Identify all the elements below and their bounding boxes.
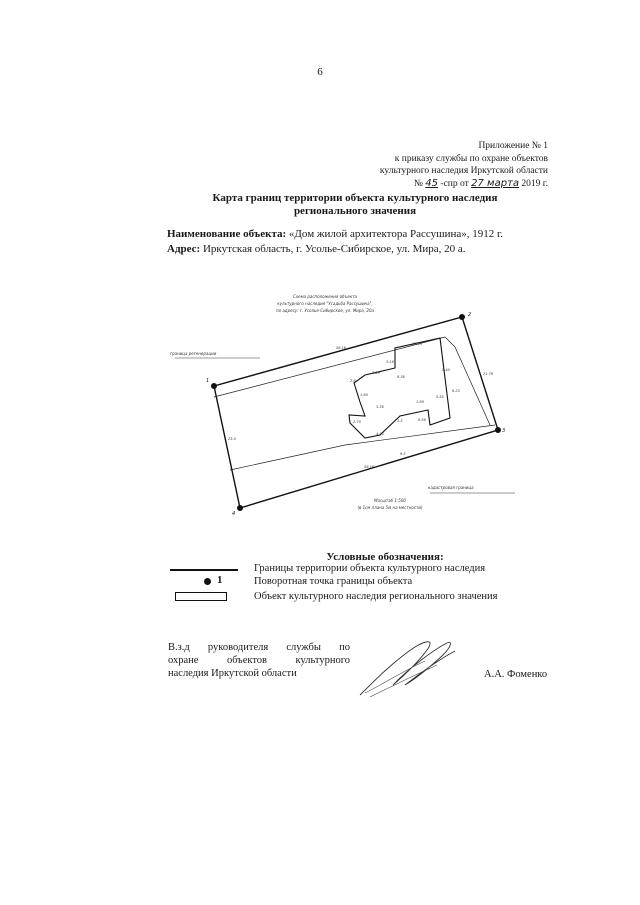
point-label-3: 3 (502, 428, 506, 434)
object-name-line (167, 228, 503, 240)
dim-left-inner: 2.8 (350, 379, 356, 383)
dim-top: 58.16 (336, 346, 347, 350)
handwritten-signature (355, 635, 465, 703)
turning-point-symbol-label: 1 (217, 574, 223, 586)
point-label-4: 4 (232, 511, 236, 517)
dim-right: 21.79 (483, 372, 494, 376)
object-name-label: Наименование объекта: (167, 228, 287, 240)
appendix-number-line (380, 178, 548, 191)
document-title (210, 192, 500, 218)
legend-item-turning-point: Поворотная точка границы объекта (254, 576, 413, 587)
dim-b3: 8.36 (397, 375, 405, 379)
signature-word: службы (286, 642, 321, 653)
turning-point-4 (237, 505, 243, 511)
appendix-order-ref: к приказу службы по охране объектов (394, 153, 548, 164)
number-suffix: -спр от (440, 178, 469, 189)
dim-b11: 4.45 (376, 432, 384, 436)
signature-word: по (339, 642, 350, 653)
signature-word: В.з.д (168, 642, 190, 653)
signature-word: руководителя (207, 642, 269, 653)
object-name-value: «Дом жилой архитектора Рассушина», 1912 г. (288, 228, 503, 240)
dim-b8: 3.36 (376, 405, 384, 409)
dim-b9: 1.60 (360, 393, 368, 397)
appendix-header (380, 140, 548, 190)
scale-line-1: Масштаб 1:500 (374, 498, 406, 503)
scheme-caption (276, 294, 374, 313)
turning-point-1 (211, 383, 217, 389)
signature-word: культурного (295, 655, 350, 666)
object-address-value: Иркутская область, г. Усолье-Сибирское, ул. Мира, 20 а. (202, 243, 466, 255)
scale-line-2: (в 1см плана 5м на местности) (357, 505, 423, 510)
turning-point-2 (459, 314, 465, 320)
signature-word: охране (168, 655, 199, 666)
dim-b14: 9.5 (400, 452, 406, 456)
scheme-caption-line-1: Схема расположения объекта (293, 294, 357, 299)
dim-b12: 1.5 (397, 419, 403, 423)
number-prefix: № (413, 178, 423, 189)
dim-b6: 6.23 (452, 389, 460, 393)
point-label-1: 1 (206, 378, 210, 384)
left-boundary-label: граница регенерации (170, 351, 217, 356)
scheme-caption-line-2: культурного наследия "Усадьба Рассушина", (277, 301, 373, 306)
boundary-map (150, 275, 530, 525)
dim-b10: 2.70 (353, 420, 361, 424)
dim-left: 23.0 (228, 437, 236, 441)
heritage-object-symbol (175, 592, 227, 601)
page-number: 6 (317, 66, 323, 78)
point-label-2: 2 (468, 312, 472, 318)
handwritten-number: 45 (425, 177, 439, 189)
title-line-2: регионального значения (293, 205, 417, 217)
boundary-line-symbol (170, 569, 238, 571)
dim-top-inner: 17.75 (412, 342, 423, 346)
dim-bottom: 58.16 (364, 465, 375, 469)
object-address-line (167, 243, 466, 255)
scheme-caption-line-3: по адресу: г. Усолье-Сибирское, ул. Мира, 20а (276, 308, 374, 313)
object-address-label: Адрес: (167, 243, 201, 255)
handwritten-date: 27 марта (471, 177, 520, 189)
heritage-building-outline (349, 338, 450, 438)
site-line-upper (214, 337, 445, 397)
signature-title-row-2 (168, 654, 350, 667)
territory-boundary (214, 317, 498, 508)
signatory-name: А.А. Фоменко (484, 669, 548, 680)
title-line-1: Карта границ территории объекта культурного наследия (212, 192, 498, 204)
appendix-year: 2019 г. (521, 178, 548, 189)
signature-title-row-1 (168, 641, 350, 654)
scale-caption (357, 498, 423, 510)
signature-block (168, 641, 350, 680)
appendix-agency: культурного наследия Иркутской области (379, 166, 548, 176)
legend-item-heritage-object: Объект культурного наследия регионального значения (254, 591, 498, 602)
dim-b7: 1.89 (416, 400, 424, 404)
right-boundary-label: кадастровая граница (428, 485, 474, 490)
turning-point-symbol (204, 578, 211, 585)
signature-title-row-3: наследия Иркутской области (168, 668, 297, 679)
turning-point-3 (495, 427, 501, 433)
site-line-lower (230, 425, 495, 470)
dim-b13: 6.56 (418, 418, 426, 422)
site-line-right (445, 337, 490, 425)
appendix-title: Приложение № 1 (478, 141, 548, 151)
signature-word: объектов (226, 655, 267, 666)
dim-b2: 3.16 (386, 360, 394, 364)
legend-item-boundary: Границы территории объекта культурного наследия (254, 563, 486, 574)
dim-b4: 9.40 (442, 368, 450, 372)
legend-title: Условные обозначения: (326, 551, 444, 563)
dim-b1: 2.29 (372, 371, 380, 375)
dim-b5: 5.55 (436, 395, 444, 399)
